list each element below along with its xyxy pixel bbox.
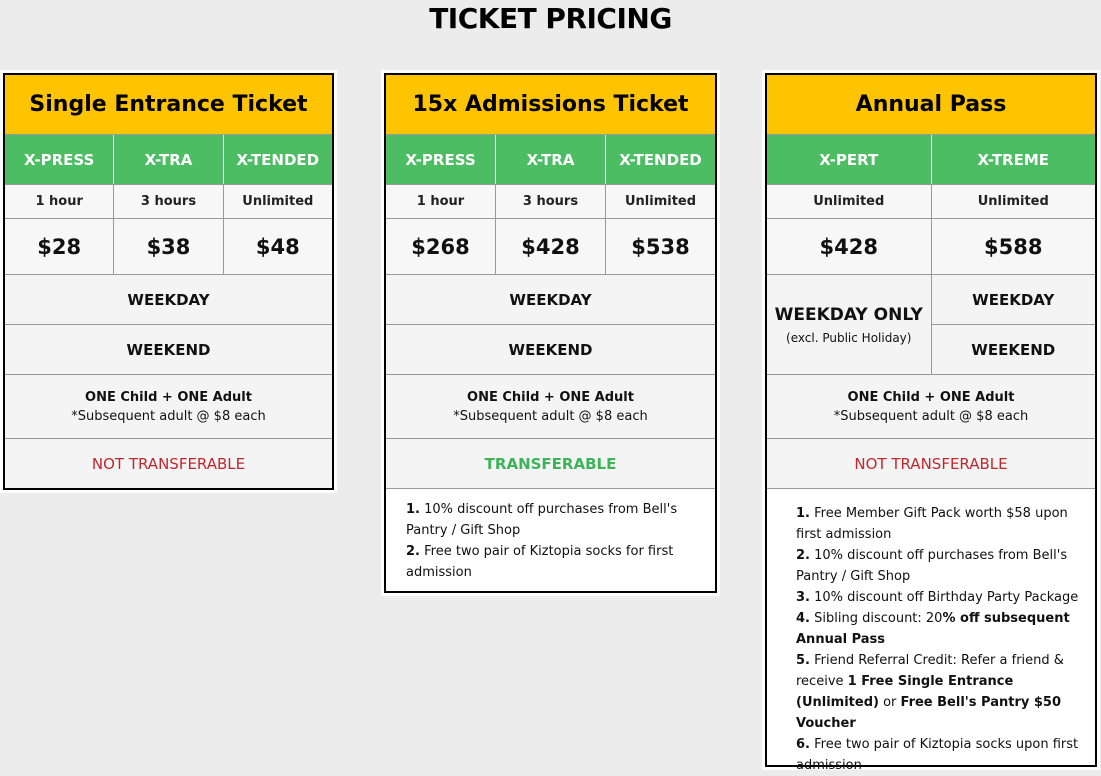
condition-block [767,375,1095,439]
tier-row [5,135,332,185]
benefits-list [767,489,1095,776]
duration-cell: Unlimited [624,194,697,209]
annual-pass-card [765,73,1097,773]
condition-main: ONE Child + ONE Adult [467,389,634,405]
benefit-item: 1. Free Member Gift Pack worth $58 upon first admission [796,506,1068,542]
duration-cell: 3 hours [496,185,606,218]
weekend-label: WEEKEND [5,325,332,375]
tier-x-tended: X-TENDED [236,150,320,169]
price-row [386,219,715,275]
xtreme-days [932,275,1096,374]
tier-x-press: X-PRESS [386,135,496,184]
price-cell: $28 [5,219,114,274]
card-title: Annual Pass [767,75,1095,135]
condition-block [386,375,715,439]
duration-row [5,185,332,219]
transfer-status: TRANSFERABLE [386,439,715,489]
card-title: 15x Admissions Ticket [386,75,715,135]
single-entrance-card [3,73,334,490]
benefit-item: 1. 10% discount off purchases from Bell's Pantry / Gift Shop [406,502,678,538]
duration-cell: 1 hour [5,185,114,218]
price-cell: $588 [984,234,1043,259]
condition-sub: *Subsequent adult @ $8 each [71,408,266,424]
price-cell: $38 [114,219,223,274]
benefit-item: 4. Sibling discount: 20% off subsequent Annual Pass [796,611,1070,647]
tier-row [767,135,1095,185]
transfer-status: NOT TRANSFERABLE [5,439,332,488]
price-row [767,219,1095,275]
transfer-status: NOT TRANSFERABLE [767,439,1095,489]
weekend-label: WEEKEND [971,340,1056,359]
price-cell: $538 [631,234,690,259]
benefit-item: 2. 10% discount off purchases from Bell's Pantry / Gift Shop [796,548,1068,584]
price-cell: $428 [496,219,606,274]
tier-x-tended: X-TENDED [619,150,702,169]
duration-cell: Unlimited [242,194,314,209]
weekday-only-label: WEEKDAY ONLY [774,304,923,325]
benefit-item: 5. Friend Referral Credit: Refer a friend & receive 1 Free Single Entrance (Unlimited) or Free Bell's Pantry $50 Voucher [796,653,1064,731]
duration-cell: 1 hour [386,185,496,218]
tier-x-pert: X-PERT [767,135,932,184]
duration-cell: Unlimited [977,194,1049,209]
price-cell: $268 [386,219,496,274]
benefit-item: 2. Free two pair of Kiztopia socks for first admission [406,544,674,580]
benefit-item: 3. 10% discount off Birthday Party Package [796,590,1079,605]
tier-x-tra: X-TRA [114,135,223,184]
tier-row [386,135,715,185]
duration-row [767,185,1095,219]
weekday-label: WEEKDAY [932,275,1096,325]
tier-x-treme: X-TREME [977,150,1050,169]
tier-x-press: X-PRESS [5,135,114,184]
card-title: Single Entrance Ticket [5,75,332,135]
duration-cell: 3 hours [114,185,223,218]
weekday-only-note: (excl. Public Holiday) [786,330,912,345]
benefit-item: 6. Free two pair of Kiztopia socks upon first admission [796,737,1079,773]
condition-main: ONE Child + ONE Adult [847,389,1015,405]
tier-x-tra: X-TRA [496,135,606,184]
day-split [767,275,1095,375]
condition-main: ONE Child + ONE Adult [85,389,252,405]
duration-row [386,185,715,219]
condition-sub: *Subsequent adult @ $8 each [833,408,1029,424]
fifteen-admissions-card [384,73,717,593]
price-cell: $428 [767,219,932,274]
page-title: TICKET PRICING [429,2,672,35]
weekday-label: WEEKDAY [386,275,715,325]
weekend-label: WEEKEND [386,325,715,375]
price-cell: $48 [255,234,300,259]
benefits-list [386,489,715,583]
weekday-label: WEEKDAY [5,275,332,325]
condition-block [5,375,332,439]
condition-sub: *Subsequent adult @ $8 each [453,408,648,424]
price-row [5,219,332,275]
duration-cell: Unlimited [767,185,932,218]
weekday-only-block [767,275,932,374]
